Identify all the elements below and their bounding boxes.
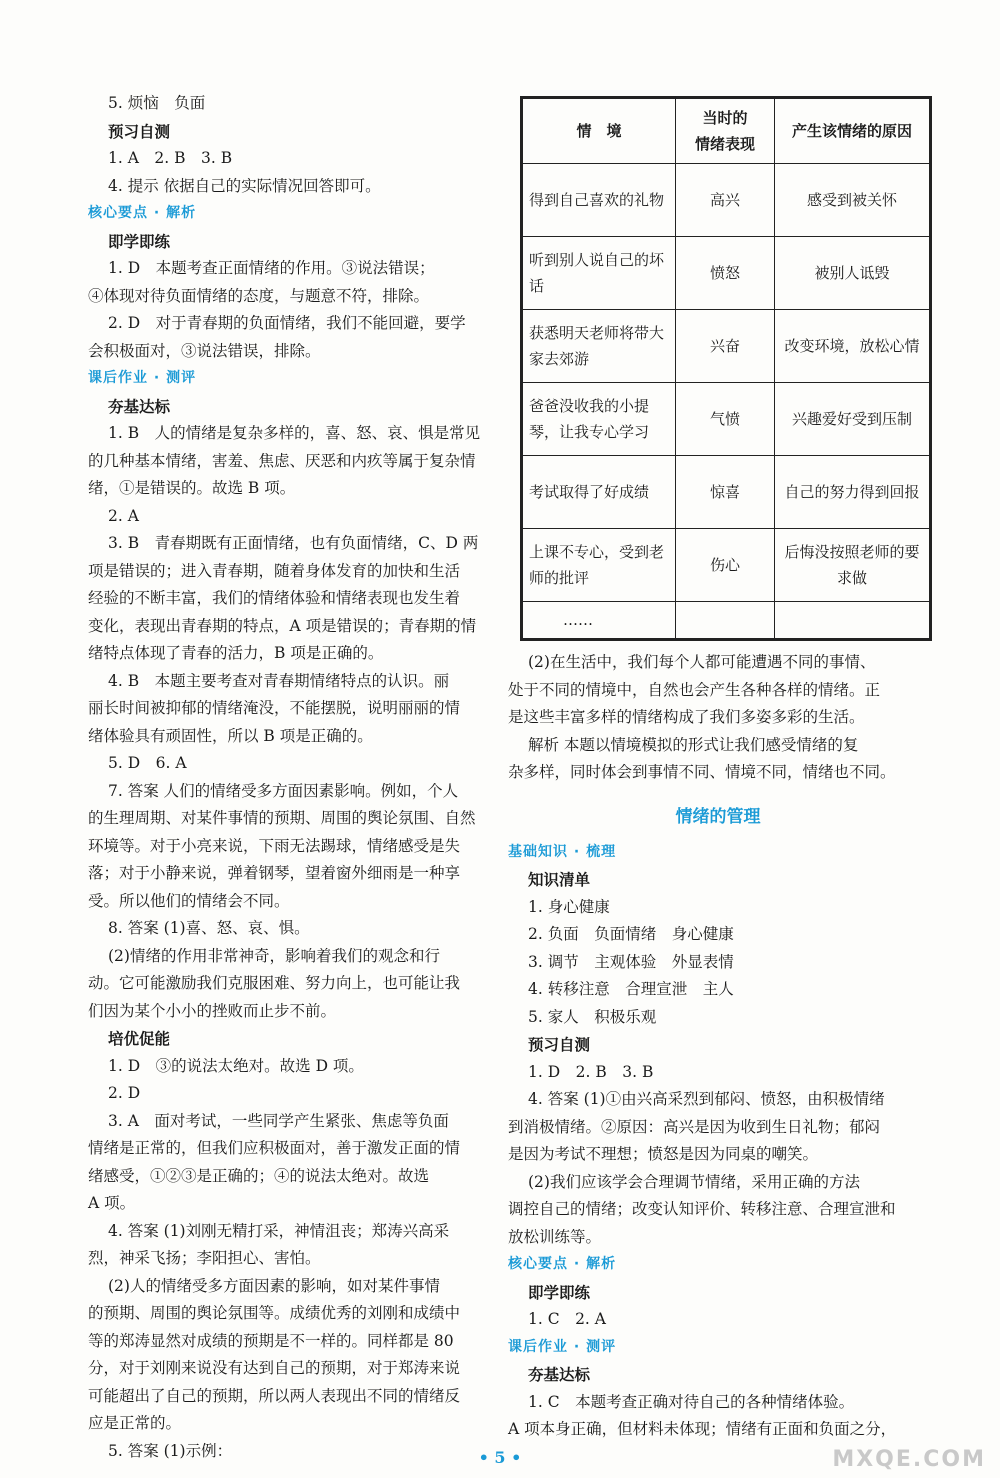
text-line: 应是正常的。 <box>88 1414 182 1432</box>
text-line: 绪，①是错误的。故选 B 项。 <box>88 479 296 497</box>
text-line: 5. 家人 积极乐观 <box>528 1007 657 1026</box>
text-line: 的预期、周围的舆论氛围等。成绩优秀的刘刚和成绩中 <box>88 1304 461 1322</box>
table-row <box>523 164 930 237</box>
subsection-label: 知识清单 <box>528 870 591 889</box>
ellipsis-cell: …… <box>523 602 676 639</box>
table-row <box>523 310 930 383</box>
emotion-cell: 高兴 <box>676 164 775 237</box>
section-label: 核心要点 · 解析 <box>88 205 197 221</box>
emotion-cell: 兴奋 <box>676 310 775 383</box>
text-line: 4. B 本题主要考查对青春期情绪特点的认识。丽 <box>108 671 450 690</box>
text-line: 会积极面对，③说法错误，排除。 <box>88 341 321 360</box>
emotion-cell: 惊喜 <box>676 456 775 529</box>
text-line: 放松训练等。 <box>508 1227 602 1246</box>
right-column <box>508 90 928 1444</box>
text-line: (2)人的情绪受多方面因素的影响，如对某件事情 <box>108 1276 440 1295</box>
text-line: 到消极情绪。②原因：高兴是因为收到生日礼物；郁闷 <box>508 1117 881 1136</box>
header-cause: 产生该情绪的原因 <box>775 99 930 164</box>
text-line: 4. 答案 (1)①由兴高采烈到郁闷、愤怒，由积极情绪 <box>528 1090 885 1108</box>
text-line: 的生理周期、对某件事情的预期、周围的舆论氛围、自然 <box>88 809 476 827</box>
section-heading: 情绪的管理 <box>675 806 761 827</box>
table-header-row <box>523 99 930 164</box>
situation-cell: 爸爸没收我的小提琴，让我专心学习 <box>523 383 676 456</box>
subsection-label: 预习自测 <box>528 1035 591 1054</box>
page-number: • 5 • <box>478 1448 522 1467</box>
text-line: 1. C 本题考查正确对待自己的各种情绪体验。 <box>528 1392 855 1411</box>
table-row <box>523 383 930 456</box>
text-line: 们因为某个小小的挫败而止步不前。 <box>88 1001 337 1020</box>
emotion-cell: 气愤 <box>676 383 775 456</box>
cause-cell: 兴趣爱好受到压制 <box>775 383 930 456</box>
text-line: 是因为考试不理想；愤怒是因为同桌的嘲笑。 <box>508 1145 819 1163</box>
text-line: 3. A 面对考试，一些同学产生紧张、焦虑等负面 <box>108 1111 449 1130</box>
cause-cell: 被别人诋毁 <box>775 237 930 310</box>
header-emotion: 当时的 情绪表现 <box>676 99 775 164</box>
section-label: 课后作业 · 测评 <box>508 1338 617 1355</box>
ellipsis-cell <box>775 602 930 639</box>
emotion-cell: 愤怒 <box>676 237 775 310</box>
text-line: 绪体验具有顽固性，所以 B 项是正确的。 <box>88 726 373 745</box>
text-line: 1. C 2. A <box>528 1310 606 1328</box>
text-line: 变化，表现出青春期的特点，A 项是错误的；青春期的情 <box>88 616 477 635</box>
text-line: 5. 烦恼 负面 <box>108 94 206 112</box>
text-line: 4. 提示 依据自己的实际情况回答即可。 <box>108 176 381 195</box>
text-line: (2)我们应该学会合理调节情绪，采用正确的方法 <box>528 1172 860 1191</box>
text-line: 3. 调节 主观体验 外显表情 <box>528 952 734 971</box>
text-line: 项是错误的；进入青春期，随着身体发育的加快和生活 <box>88 561 461 580</box>
text-line: 1. A 2. B 3. B <box>108 149 233 167</box>
ellipsis-cell <box>676 602 775 639</box>
text-line: 调控自己的情绪；改变认知评价、转移注意、合理宣泄和 <box>508 1200 896 1218</box>
text-line: 是这些丰富多样的情绪构成了我们多姿多彩的生活。 <box>508 708 865 726</box>
text-line: 可能超出了自己的预期，所以两人表现出不同的情绪反 <box>88 1386 461 1405</box>
text-line: 2. 负面 负面情绪 身心健康 <box>528 925 734 943</box>
situation-cell: 得到自己喜欢的礼物 <box>523 164 676 237</box>
text-line: 落；对于小静来说，弹着钢琴，望着窗外细雨是一种享 <box>88 864 461 882</box>
text-line: 1. D 本题考查正面情绪的作用。③说法错误； <box>108 259 435 277</box>
text-line: 1. D 2. B 3. B <box>528 1062 654 1081</box>
text-line: 3. B 青春期既有正面情绪，也有负面情绪，C、D 两 <box>108 534 479 552</box>
text-line: 2. D 对于青春期的负面情绪，我们不能回避，要学 <box>108 314 466 332</box>
text-line: (2)情绪的作用非常神奇，影响着我们的观念和行 <box>108 946 440 965</box>
cause-cell: 自己的努力得到回报 <box>775 456 930 529</box>
watermark-logo: MXQE.COM <box>832 1447 986 1472</box>
text-line: 8. 答案 (1)喜、怒、哀、惧。 <box>108 919 310 937</box>
subsection-label: 培优促能 <box>108 1029 171 1048</box>
situation-cell: 上课不专心，受到老师的批评 <box>523 529 676 602</box>
text-line: 4. 转移注意 合理宣泄 主人 <box>528 980 734 998</box>
text-line: 1. 身心健康 <box>528 897 610 916</box>
text-line: 绪特点体现了青春的活力，B 项是正确的。 <box>88 644 384 662</box>
text-line: 情绪是正常的，但我们应积极面对，善于激发正面的情 <box>88 1139 461 1157</box>
text-line: 7. 答案 人们的情绪受多方面因素影响。例如，个人 <box>108 781 459 800</box>
text-line: A 项。 <box>88 1194 136 1212</box>
header-situation: 情 境 <box>523 99 676 164</box>
text-line: 1. D ③的说法太绝对。故选 D 项。 <box>108 1056 364 1075</box>
text-line: 4. 答案 (1)刘刚无精打采，神情沮丧；郑涛兴高采 <box>108 1221 450 1240</box>
text-line: 烈，神采飞扬；李阳担心、害怕。 <box>88 1249 321 1267</box>
text-line: 丽长时间被抑郁的情绪淹没，不能摆脱，说明丽丽的情 <box>88 699 461 717</box>
text-line: (2)在生活中，我们每个人都可能遭遇不同的事情、 <box>528 653 876 671</box>
table-row-ellipsis <box>523 602 930 639</box>
text-line: 杂多样，同时体会到事情不同、情境不同，情绪也不同。 <box>508 763 896 781</box>
subsection-label: 夯基达标 <box>108 396 171 416</box>
text-line: 2. D <box>108 1084 141 1102</box>
cause-cell: 后悔没按照老师的要求做 <box>775 529 930 602</box>
situation-cell: 听到别人说自己的坏话 <box>523 237 676 310</box>
subsection-label: 即学即练 <box>528 1282 591 1302</box>
text-line: 的几种基本情绪，害羞、焦虑、厌恶和内疚等属于复杂情 <box>88 451 476 470</box>
cause-cell: 感受到被关怀 <box>775 164 930 237</box>
left-column <box>88 90 492 1465</box>
text-line: 动。它可能激励我们克服困难、努力向上，也可能让我 <box>88 974 461 992</box>
text-line: 等的郑涛显然对成绩的预期是不一样的。同样都是 80 <box>88 1331 454 1350</box>
cause-cell: 改变环境，放松心情 <box>775 310 930 383</box>
emotion-situation-table <box>522 98 930 639</box>
text-line: 分，对于刘刚来说没有达到自己的预期，对于郑涛来说 <box>88 1359 461 1377</box>
text-line: 1. B 人的情绪是复杂多样的，喜、怒、哀、惧是常见 <box>108 424 481 442</box>
emotion-table-frame <box>520 96 932 641</box>
subsection-label: 夯基达标 <box>528 1365 591 1384</box>
subsection-label: 预习自测 <box>108 121 171 141</box>
subsection-label: 即学即练 <box>108 231 171 251</box>
emotion-cell: 伤心 <box>676 529 775 602</box>
section-label: 基础知识 · 梳理 <box>508 843 617 860</box>
situation-cell: 考试取得了好成绩 <box>523 456 676 529</box>
text-line: 2. A <box>108 506 139 525</box>
text-line: 受。所以他们的情绪会不同。 <box>88 891 290 910</box>
section-label: 核心要点 · 解析 <box>508 1256 617 1272</box>
situation-cell: 获悉明天老师将带大家去郊游 <box>523 310 676 383</box>
text-line: 经验的不断丰富，我们的情绪体验和情绪表现也发生着 <box>88 589 461 607</box>
text-line: 绪感受，①②③是正确的；④的说法太绝对。故选 <box>88 1166 430 1185</box>
text-line: 5. D 6. A <box>108 754 187 772</box>
text-line: 解析 本题以情境模拟的形式让我们感受情绪的复 <box>528 735 859 754</box>
text-line: 处于不同的情境中，自然也会产生各种各样的情绪。正 <box>508 680 881 699</box>
section-label: 课后作业 · 测评 <box>88 370 197 386</box>
table-row <box>523 237 930 310</box>
text-line: ④体现对待负面情绪的态度，与题意不符，排除。 <box>88 286 430 305</box>
text-line: 5. 答案 (1)示例： <box>108 1441 233 1460</box>
table-row <box>523 456 930 529</box>
table-row <box>523 529 930 602</box>
text-line: A 项本身正确，但材料未体现；情绪有正面和负面之分， <box>508 1420 897 1438</box>
text-line: 环境等。对于小亮来说，下雨无法踢球，情绪感受是失 <box>88 836 461 855</box>
